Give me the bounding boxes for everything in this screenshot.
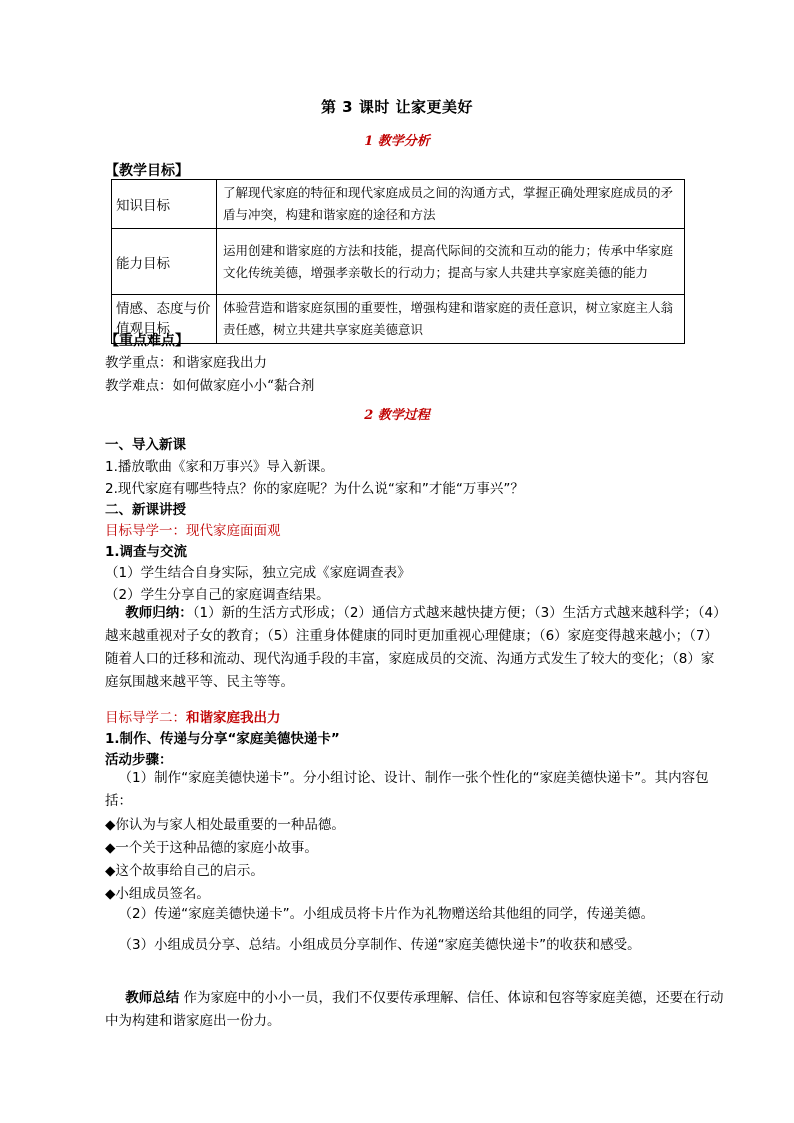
step-title: 1.调查与交流 xyxy=(105,544,188,560)
bullet-item: ◆这个故事给自己的启示。 xyxy=(105,863,264,879)
objectives-heading: 【教学目标】 xyxy=(105,163,189,179)
section-heading-process: 2 教学过程 xyxy=(364,408,430,423)
step-item: （2）学生分享自己的家庭调查结果。 xyxy=(105,587,330,603)
closing-summary-text: 作为家庭中的小小一员，我们不仅要传承理解、信任、体谅和包容等家庭美德，还要在行动中为构建和谐家庭出一份力。 xyxy=(105,990,724,1029)
objectives-table xyxy=(111,179,685,344)
intro-item: 1.播放歌曲《家和万事兴》导入新课。 xyxy=(105,459,334,475)
teacher-summary-label: 教师归纳： xyxy=(125,605,193,621)
goal-two-heading xyxy=(105,706,281,726)
teacher-summary-paragraph xyxy=(105,602,725,694)
bullet-item: ◆小组成员签名。 xyxy=(105,886,210,902)
activity-step: （3）小组成员分享、总结。小组成员分享制作、传递“家庭美德快递卡”的收获和感受。 xyxy=(118,937,641,953)
step-title: 1.制作、传递与分享“家庭美德快递卡” xyxy=(105,731,340,747)
teacher-summary-text: （1）新的生活方式形成；（2）通信方式越来越快捷方便；（3）生活方式越来越科学；（4）越来越重视对子女的教育；（5）注重身体健康的同时更加重视心理健康；（6）家庭变得越来越小；（7）随着人口的迁移和流动、现代沟通手段的丰富，家庭成员的交流、沟通方式发生了较大的变化；（8）家庭氛围越来越平等、民主等等。 xyxy=(105,605,720,690)
keypoints-heading: 【重点难点】 xyxy=(105,333,189,349)
table-row xyxy=(112,180,685,229)
activity-step: （1）制作“家庭美德快递卡”。分小组讨论、设计、制作一张个性化的“家庭美德快递卡”。其内容包括： xyxy=(105,770,709,809)
goal-two-title: 和谐家庭我出力 xyxy=(186,710,281,726)
table-row xyxy=(112,295,685,344)
section-heading-analysis: 1 教学分析 xyxy=(364,134,430,149)
closing-summary-label: 教师总结 xyxy=(125,990,180,1006)
intro-item: 2.现代家庭有哪些特点？你的家庭呢？为什么说“家和”才能“万事兴”？ xyxy=(105,481,524,497)
objective-label: 情感、态度与价值观目标 xyxy=(112,295,217,344)
activity-label: 活动步骤： xyxy=(105,752,173,768)
step-item: （1）学生结合自身实际，独立完成《家庭调查表》 xyxy=(105,565,411,581)
lesson-title: 第 3 课时 让家更美好 xyxy=(320,98,474,116)
new-lesson-heading: 二、新课讲授 xyxy=(105,502,186,518)
objective-label: 能力目标 xyxy=(112,229,217,295)
bullet-item: ◆一个关于这种品德的家庭小故事。 xyxy=(105,840,318,856)
closing-summary-paragraph xyxy=(105,987,725,1033)
difficulty: 教学难点：如何做家庭小小“黏合剂 xyxy=(105,378,315,394)
table-row xyxy=(112,229,685,295)
objective-text: 体验营造和谐家庭氛围的重要性，增强构建和谐家庭的责任意识，树立家庭主人翁责任感，树立共建共享家庭美德意识 xyxy=(217,295,685,344)
bullet-item: ◆你认为与家人相处最重要的一种品德。 xyxy=(105,817,345,833)
objective-text: 运用创建和谐家庭的方法和技能，提高代际间的交流和互动的能力；传承中华家庭文化传统美德，增强孝亲敬长的行动力；提高与家人共建共享家庭美德的能力 xyxy=(217,229,685,295)
key-point: 教学重点：和谐家庭我出力 xyxy=(105,355,267,371)
objective-text: 了解现代家庭的特征和现代家庭成员之间的沟通方式，掌握正确处理家庭成员的矛盾与冲突，构建和谐家庭的途径和方法 xyxy=(217,180,685,229)
goal-two-prefix: 目标导学二： xyxy=(105,710,186,726)
activity-step: （2）传递“家庭美德快递卡”。小组成员将卡片作为礼物赠送给其他组的同学，传递美德。 xyxy=(118,906,655,922)
intro-heading: 一、导入新课 xyxy=(105,437,186,453)
objective-label: 知识目标 xyxy=(112,180,217,229)
goal-one-heading: 目标导学一：现代家庭面面观 xyxy=(105,523,281,539)
